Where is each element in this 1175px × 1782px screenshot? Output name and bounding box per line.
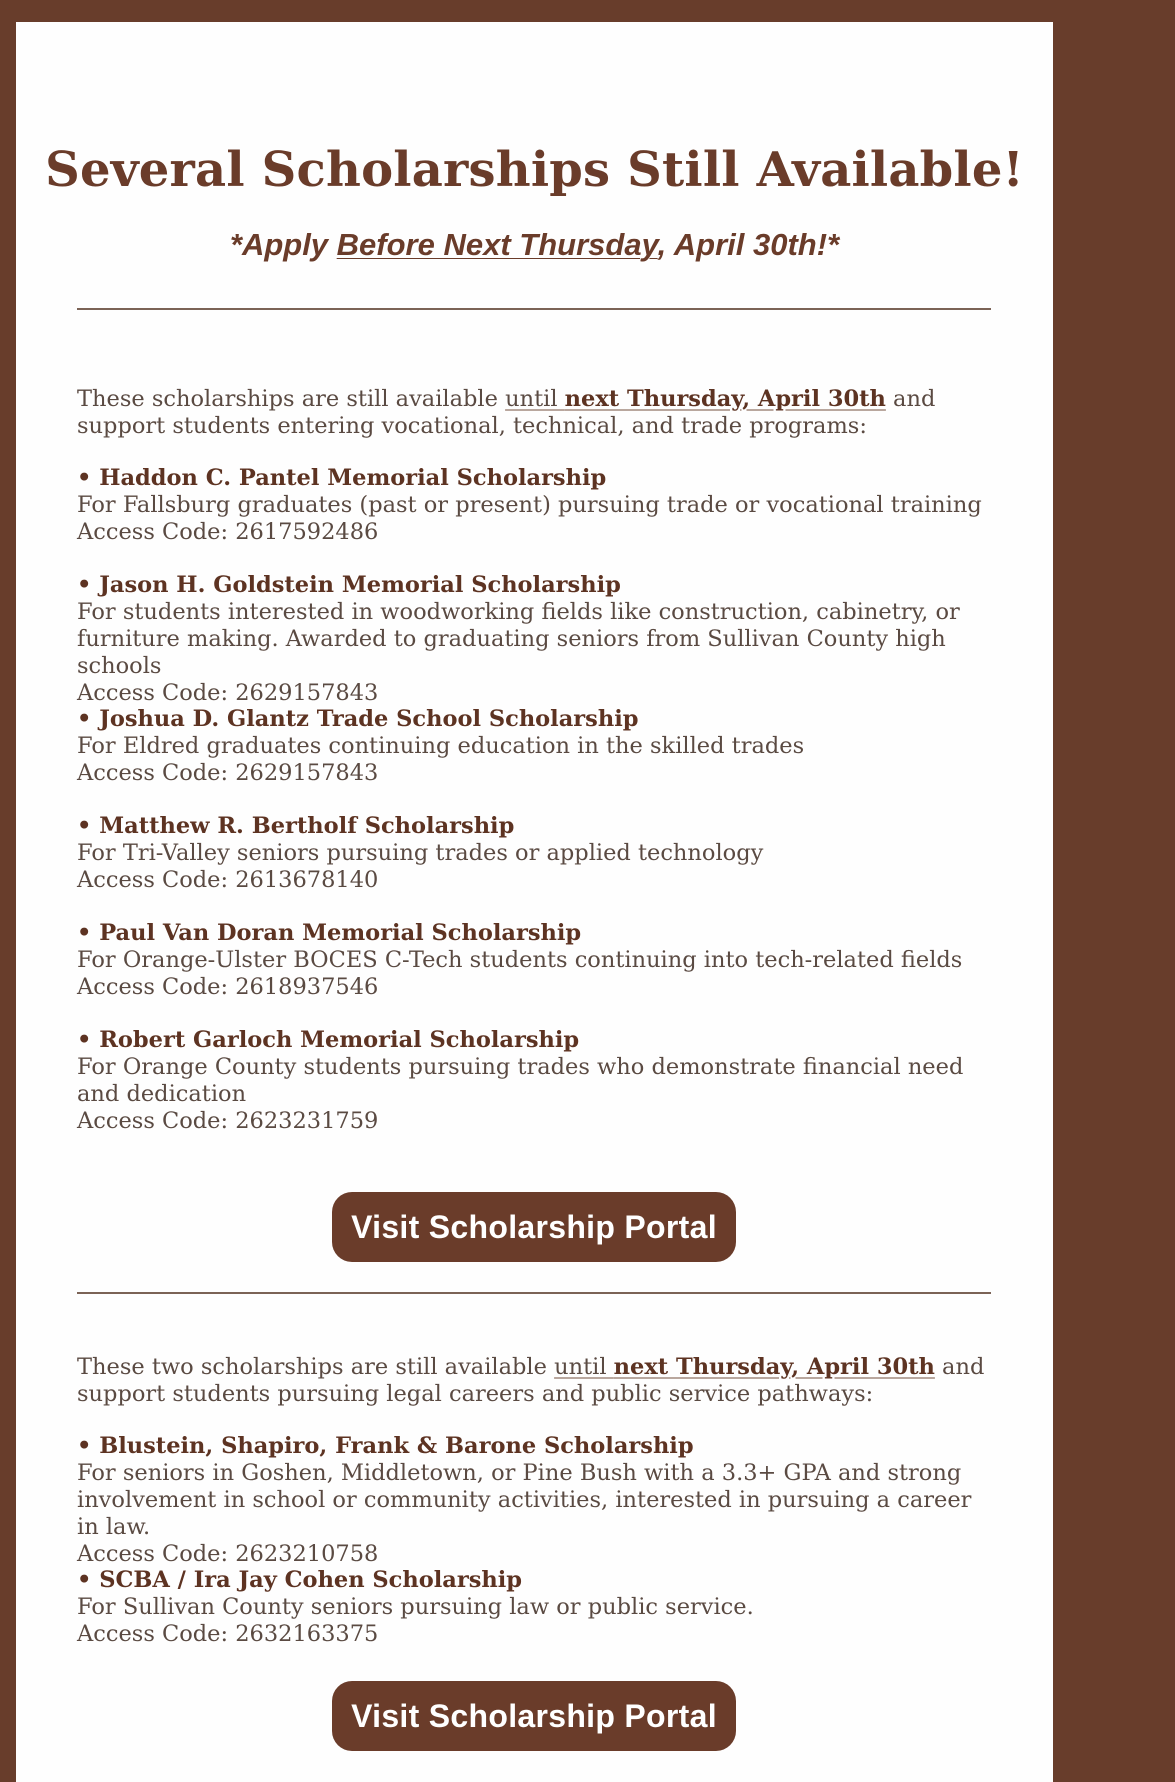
- scholarship-name: • Paul Van Doran Memorial Scholarship: [77, 920, 582, 946]
- scholarship-name: • Blustein, Shapiro, Frank & Barone Scholarship: [77, 1433, 694, 1459]
- scholarship-description: For Tri-Valley seniors pursuing trades or applied technology: [77, 840, 764, 866]
- scholarship-name: • Robert Garloch Memorial Scholarship: [77, 1027, 580, 1053]
- scholarship-description: For Eldred graduates continuing education in the skilled trades: [77, 733, 805, 759]
- subtitle-pre: *Apply: [229, 227, 337, 262]
- scholarship-item: [77, 1433, 991, 1568]
- scholarship-access-code: Access Code: 2623210758: [77, 1541, 379, 1567]
- scholarship-access-code: Access Code: 2613678140: [77, 867, 379, 893]
- scholarship-description: For Fallsburg graduates (past or present) pursuing trade or vocational training: [77, 492, 982, 518]
- scholarship-description: For students interested in woodworking fields like construction, cabinetry, or furniture making. Awarded to graduating seniors from Sullivan County high schools: [77, 599, 960, 679]
- visit-scholarship-portal-button[interactable]: Visit Scholarship Portal: [332, 1192, 736, 1262]
- scholarship-name: • SCBA / Ira Jay Cohen Scholarship: [77, 1567, 523, 1593]
- scholarship-description: For Sullivan County seniors pursuing law or public service.: [77, 1594, 754, 1620]
- section2-intro: These two scholarships are still available until next Thursday, April 30th and support students pursuing legal careers and public service pathways:: [77, 1354, 985, 1407]
- scholarship-name: • Jason H. Goldstein Memorial Scholarship: [77, 572, 621, 598]
- scholarship-access-code: Access Code: 2629157843: [77, 680, 379, 706]
- scholarship-access-code: Access Code: 2617592486: [77, 519, 379, 545]
- scholarship-item: [77, 1567, 991, 1648]
- scholarship-item: [77, 572, 991, 707]
- scholarship-name: • Joshua D. Glantz Trade School Scholarship: [77, 706, 639, 732]
- divider: [77, 308, 991, 310]
- page-subtitle: [16, 227, 1053, 263]
- scholarship-description: For Orange County students pursuing trades who demonstrate financial need and dedication: [77, 1054, 964, 1107]
- scholarship-item: [77, 465, 991, 546]
- page-title: Several Scholarships Still Available!: [45, 142, 1024, 198]
- scholarship-access-code: Access Code: 2623231759: [77, 1108, 379, 1134]
- section1-intro: These scholarships are still available until next Thursday, April 30th and support students entering vocational, technical, and trade programs:: [77, 386, 936, 439]
- scholarship-item: [77, 813, 991, 894]
- scholarship-access-code: Access Code: 2629157843: [77, 760, 379, 786]
- scholarship-description: For seniors in Goshen, Middletown, or Pine Bush with a 3.3+ GPA and strong involvement in school or community activities, interested in pursuing a career in law.: [77, 1460, 972, 1540]
- scholarship-name: • Haddon C. Pantel Memorial Scholarship: [77, 465, 607, 491]
- subtitle-deadline-link[interactable]: Before Next Thursday: [336, 227, 658, 262]
- scholarship-access-code: Access Code: 2632163375: [77, 1621, 379, 1647]
- subtitle-post: , April 30th!*: [657, 227, 840, 262]
- scholarship-item: [77, 1027, 991, 1135]
- divider: [77, 1292, 991, 1294]
- email-card: [16, 22, 1053, 1782]
- scholarship-item: [77, 920, 991, 1001]
- scholarship-description: For Orange-Ulster BOCES C-Tech students continuing into tech-related fields: [77, 947, 963, 973]
- scholarship-access-code: Access Code: 2618937546: [77, 974, 379, 1000]
- scholarship-name: • Matthew R. Bertholf Scholarship: [77, 813, 515, 839]
- visit-scholarship-portal-button[interactable]: Visit Scholarship Portal: [332, 1681, 736, 1751]
- scholarship-item: [77, 706, 991, 787]
